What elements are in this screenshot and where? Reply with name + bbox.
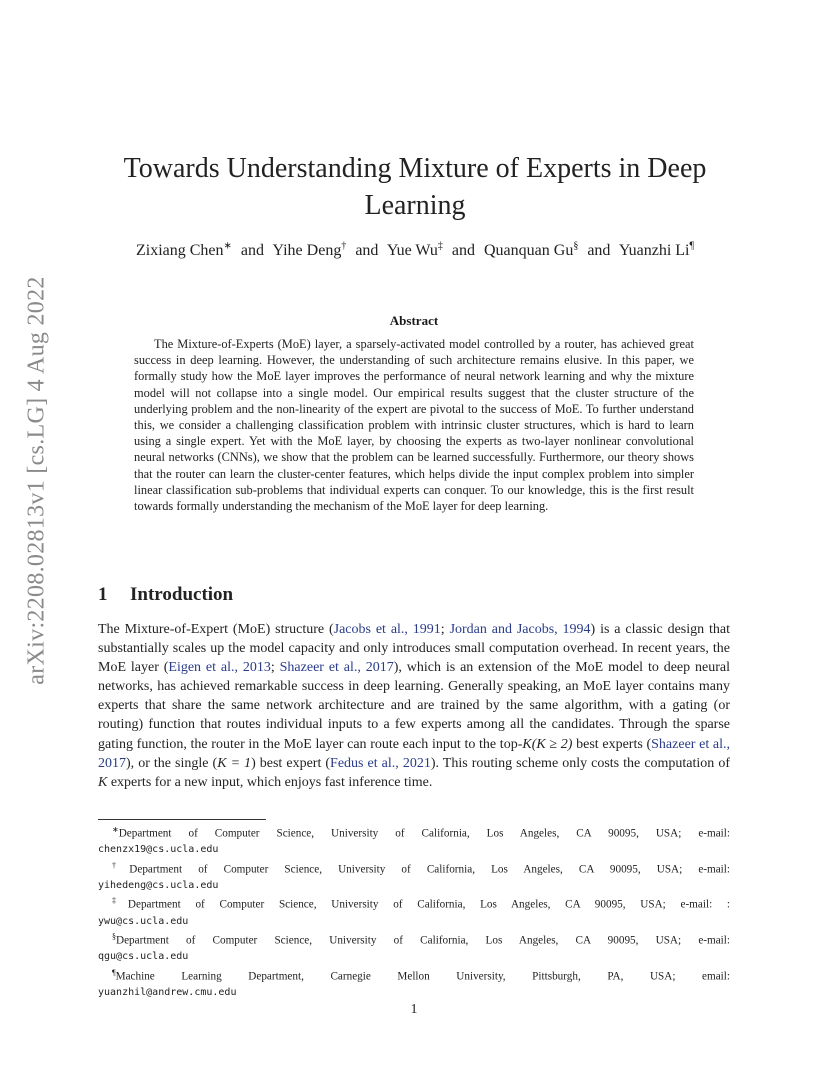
citation-link[interactable]: Jordan and Jacobs, 1994 <box>449 622 591 637</box>
text-run: ) best expert ( <box>251 755 331 771</box>
math-expression: K(K ≥ 2) <box>522 736 573 752</box>
footnote-affiliation: Machine Learning Department, Carnegie Mellon University, Pittsburgh, PA, USA; email: <box>115 970 730 983</box>
author-separator: and <box>355 242 379 260</box>
author-mark: § <box>573 241 579 252</box>
author <box>272 242 346 259</box>
footnote <box>98 965 730 1001</box>
footnote-text <box>98 893 730 913</box>
author-mark: ‡ <box>437 241 443 252</box>
math-expression: K <box>98 774 108 790</box>
citation-link[interactable]: Shazeer et al., 2017 <box>98 736 731 771</box>
footnote-email[interactable]: yihedeng@cs.ucla.edu <box>98 879 219 891</box>
footnote-affiliation: Department of Computer Science, University of California, Los Angeles, CA 90095, USA; e-mail: <box>118 827 730 840</box>
arxiv-stamp <box>22 275 52 685</box>
section-title: Introduction <box>130 584 234 605</box>
footnote-affiliation: Department of Computer Science, University of California, Los Angeles, CA 90095, USA; e-mail: <box>116 934 730 947</box>
author-name: Yihe Deng <box>272 242 342 260</box>
abstract-heading: Abstract <box>389 313 439 328</box>
text-run: ) is a classic design that substantially scales up the model capacity and only introduces small computation overhead. In recent years, the MoE layer ( <box>98 622 730 676</box>
page-number: 1 <box>410 1002 418 1017</box>
author-mark: † <box>341 241 347 252</box>
author-mark: ¶ <box>689 241 695 252</box>
footnote <box>98 822 730 858</box>
footnote-mark: † <box>112 860 130 870</box>
footnote-mark: ∗ <box>112 825 119 834</box>
text-run: ). This routing scheme only costs the computation of <box>430 755 731 771</box>
footnote-mark: ‡ <box>112 896 128 906</box>
author-name: Yuanzhi Li <box>618 242 690 260</box>
text-run: ), which is an extension of the MoE model to deep neural networks, has achieved remarkable success in deep learning. Generally speaking, an MoE layer contains many experts that share the same network architecture and are trained by the same algorithm, with a gating (or routing) function that routes individual inputs to a few experts among all the candidates. Through the sparse gating function, the router in the MoE layer can route each input to the top- <box>98 660 730 752</box>
paper-title: Towards Understanding Mixture of Experts in Deep Learning <box>123 153 707 221</box>
footnote-email[interactable]: chenzx19@cs.ucla.edu <box>98 844 219 856</box>
footnote <box>98 893 730 929</box>
citation-link[interactable]: Eigen et al., 2013 <box>168 660 271 676</box>
author-separator: and <box>587 242 611 260</box>
footnotes <box>98 822 730 1001</box>
author <box>619 242 694 259</box>
math-expression: K = 1 <box>217 755 252 771</box>
author-list <box>100 241 730 260</box>
section-number: 1 <box>98 584 108 605</box>
footnote-email[interactable]: ywu@cs.ucla.edu <box>98 915 189 927</box>
footnote-text <box>98 965 730 985</box>
footnote-mark: ¶ <box>112 967 116 977</box>
footnote-affiliation: Department of Computer Science, University of California, Los Angeles, CA 90095, USA; e-mail: <box>129 863 731 876</box>
author-name: Yue Wu <box>386 242 438 260</box>
text-run: experts for a new input, which enjoys fast inference time. <box>107 774 433 790</box>
text-run: ), or the single ( <box>126 755 218 771</box>
arxiv-id: arXiv:2208.02813v1 [cs.LG] 4 Aug 2022 <box>23 275 50 685</box>
author-mark: ∗ <box>223 241 232 252</box>
author <box>484 242 578 259</box>
author <box>387 242 443 259</box>
footnote-mark: § <box>112 932 116 942</box>
citation-link[interactable]: Fedus et al., 2021 <box>330 755 431 771</box>
footnote-email[interactable]: qgu@cs.ucla.edu <box>98 951 189 963</box>
footnote-email[interactable]: yuanzhil@andrew.cmu.edu <box>98 987 237 999</box>
citation-link[interactable]: Shazeer et al., 2017 <box>279 660 394 676</box>
footnote-affiliation: Department of Computer Science, University of California, Los Angeles, CA 90095, USA; e-mail: : <box>127 899 730 912</box>
text-run: The Mixture-of-Expert (MoE) structure ( <box>98 622 334 637</box>
citation-link[interactable]: Jacobs et al., 1991 <box>333 622 441 637</box>
footnote-divider <box>98 819 266 820</box>
text-run: ; <box>440 622 450 637</box>
footnote-text <box>98 858 730 878</box>
text-run: best experts ( <box>572 736 652 752</box>
author-name: Zixiang Chen <box>135 242 224 260</box>
author-separator: and <box>240 242 265 260</box>
author-name: Quanquan Gu <box>484 242 574 260</box>
author <box>136 242 232 259</box>
footnote-text <box>98 929 730 949</box>
footnote <box>98 929 730 965</box>
section-heading-introduction <box>98 584 233 606</box>
author-separator: and <box>451 242 475 260</box>
introduction-paragraph <box>98 620 730 792</box>
footnote <box>98 858 730 894</box>
footnote-text <box>98 822 730 842</box>
abstract-text: The Mixture-of-Experts (MoE) layer, a sparsely-activated model controlled by a router, has achieved great success in deep learning. However, the understanding of such architecture remains elusive. In this paper, we formally study how the MoE layer improves the performance of neural network learning and why the mixture model will not collapse into a single model. Our empirical results suggest that the cluster structure of the underlying problem and the non-linearity of the expert are pivotal to the success of MoE. To further understand this, we consider a challenging classification problem with intrinsic cluster structures, which is hard to learn using a single expert. Yet with the MoE layer, by choosing the experts as two-layer nonlinear convolutional neural networks (CNNs), we show that the problem can be learned successfully. Furthermore, our theory shows that the router can learn the cluster-center features, which helps divide the input complex problem into simpler linear classification sub-problems that individual experts can conquer. To our knowledge, this is the first result towards formally understanding the mechanism of the MoE layer for deep learning. <box>134 337 694 514</box>
text-run: ; <box>270 660 280 676</box>
